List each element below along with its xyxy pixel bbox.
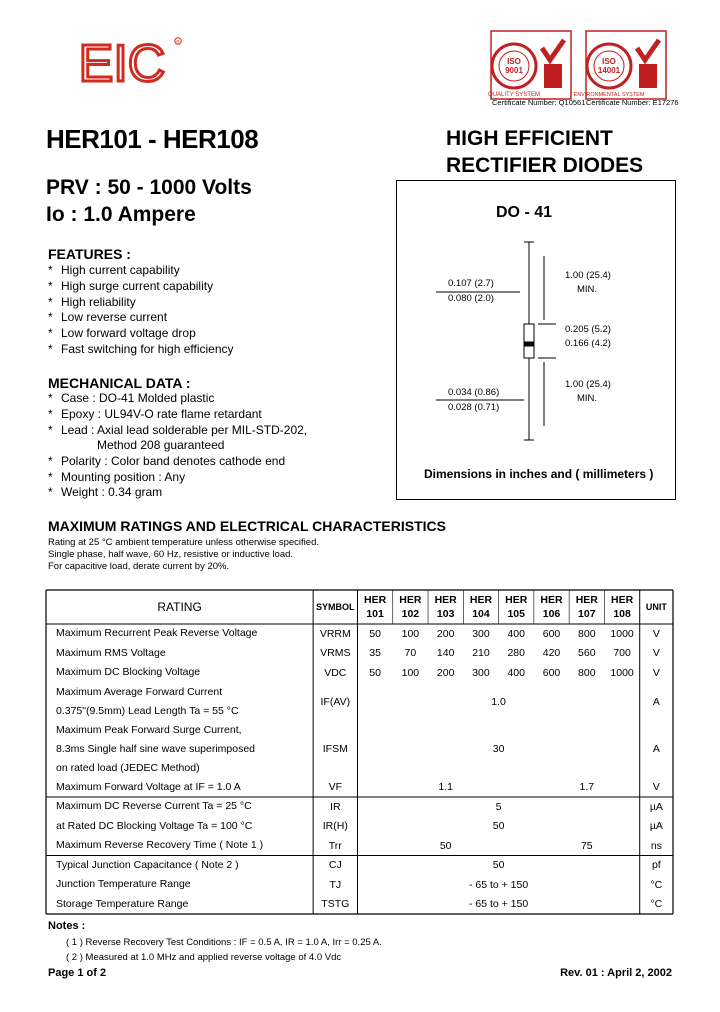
part-range-title: HER101 - HER108 — [46, 124, 259, 154]
rating-name: Maximum DC Blocking Voltage — [56, 666, 201, 679]
rating-unit: pf — [651, 859, 661, 872]
feature-item: * Fast switching for high efficiency — [48, 342, 234, 356]
rating-unit: °C — [650, 898, 663, 911]
prv-spec: PRV : 50 - 1000 Volts — [46, 176, 252, 199]
rating-name: Maximum Reverse Recovery Time ( Note 1 ) — [56, 839, 264, 852]
body-dia-min: 0.080 (2.0) — [448, 293, 494, 304]
cert-number-2: Certificate Number: E17276 — [586, 98, 679, 107]
table-row — [46, 624, 673, 644]
rating-symbol: VRMS — [320, 647, 351, 660]
table-row — [46, 875, 673, 895]
rating-symbol: IF(AV) — [320, 695, 351, 708]
rating-name: Maximum Recurrent Peak Reverse Voltage — [56, 627, 258, 640]
notes-heading: Notes : — [48, 920, 86, 932]
feature-item: * Low reverse current — [48, 310, 168, 324]
subtitle-line-1: HIGH EFFICIENT — [446, 127, 613, 150]
condition-line: Single phase, half wave, 60 Hz, resistive or inductive load. — [48, 549, 294, 560]
rating-value: 560 — [578, 647, 596, 660]
mechanical-item: * Case : DO-41 Molded plastic — [48, 391, 215, 405]
rating-value: 280 — [507, 647, 525, 660]
rating-value: 800 — [578, 666, 596, 679]
rating-value: 700 — [613, 647, 631, 660]
subtitle-line-2: RECTIFIER DIODES — [446, 154, 644, 177]
rating-value: 30 — [492, 743, 505, 755]
lead-length-bottom: 1.00 (25.4) — [565, 379, 611, 390]
lead-length-top-min: MIN. — [577, 284, 598, 295]
svg-text:R: R — [176, 39, 180, 44]
rating-name: Maximum DC Reverse Current Ta = 25 °C — [56, 800, 252, 813]
rating-value: 200 — [436, 666, 455, 679]
rating-unit: °C — [650, 878, 663, 891]
rating-value: 1000 — [610, 666, 634, 679]
cert-number-1: Certificate Number: Q10561 — [492, 98, 586, 107]
dimensions-caption: Dimensions in inches and ( millimeters ) — [424, 467, 654, 481]
rating-value: 50 — [492, 859, 505, 872]
mechanical-item: * Polarity : Color band denotes cathode end — [48, 454, 286, 468]
rating-name: Maximum Average Forward Current 0.375"(9.5mm) Lead Length Ta = 55 °C — [56, 685, 239, 717]
rating-symbol: TJ — [329, 878, 342, 891]
rating-value: 1.1 — [438, 781, 453, 794]
mechanical-item: * Lead : Axial lead solderable per MIL-STD-202, — [48, 423, 308, 437]
revision-date: Rev. 01 : April 2, 2002 — [560, 967, 672, 979]
table-row — [46, 836, 673, 856]
rating-value: 200 — [436, 627, 455, 640]
rating-value: 600 — [542, 666, 561, 679]
svg-text:EIC: EIC — [78, 35, 166, 93]
svg-text:14001: 14001 — [597, 66, 621, 75]
svg-text:ISO: ISO — [507, 57, 521, 66]
table-row — [46, 721, 673, 778]
header-part: HER 101 — [364, 594, 387, 620]
header-part: HER 106 — [540, 594, 563, 620]
rating-symbol: VF — [328, 781, 342, 794]
header-symbol: SYMBOL — [316, 602, 355, 612]
lead-length-top: 1.00 (25.4) — [565, 270, 611, 281]
body-len-min: 0.166 (4.2) — [565, 338, 611, 349]
rating-name: Typical Junction Capacitance ( Note 2 ) — [56, 858, 239, 871]
rating-symbol: Trr — [328, 839, 342, 852]
rating-value: - 65 to + 150 — [468, 878, 529, 891]
header-part: HER 108 — [610, 594, 634, 620]
rating-value: 35 — [369, 647, 381, 660]
rating-value: 400 — [507, 666, 525, 679]
rating-unit: µA — [649, 800, 663, 813]
table-row — [46, 856, 673, 876]
svg-text:QUALITY SYSTEM: QUALITY SYSTEM — [488, 92, 540, 98]
header-unit: UNIT — [645, 602, 667, 612]
package-name: DO - 41 — [496, 204, 553, 221]
rating-value: 1.0 — [491, 695, 506, 708]
note-item: ( 1 ) Reverse Recovery Test Conditions : IF = 0.5 A, IR = 1.0 A, Irr = 0.25 A. — [66, 937, 382, 948]
rating-value: 300 — [472, 627, 490, 640]
table-row — [46, 683, 673, 721]
mechanical-heading: MECHANICAL DATA : — [48, 375, 191, 391]
io-spec: Io : 1.0 Ampere — [46, 203, 196, 226]
feature-item: * High surge current capability — [48, 279, 214, 293]
svg-text:9001: 9001 — [505, 66, 523, 75]
rating-value: 1.7 — [579, 781, 595, 794]
rating-value: 600 — [542, 627, 561, 640]
table-row — [46, 895, 673, 915]
ratings-heading: MAXIMUM RATINGS AND ELECTRICAL CHARACTERISTICS — [48, 518, 446, 534]
rating-value: 210 — [472, 647, 490, 660]
rating-value: 800 — [578, 627, 596, 640]
rating-value: 50 — [369, 627, 381, 640]
feature-item: * High reliability — [48, 295, 136, 309]
rating-symbol: IR — [330, 800, 341, 813]
note-item: ( 2 ) Measured at 1.0 MHz and applied reverse voltage of 4.0 Vdc — [66, 952, 342, 963]
condition-line: Rating at 25 °C ambient temperature unless otherwise specified. — [48, 537, 319, 548]
rating-value: 140 — [436, 647, 455, 660]
header-part: HER 107 — [575, 594, 598, 620]
eic-logo — [62, 33, 182, 95]
rating-symbol: TSTG — [321, 898, 350, 911]
svg-text:ISO: ISO — [602, 57, 616, 66]
rating-unit: V — [652, 666, 660, 679]
body-dia-max: 0.107 (2.7) — [448, 278, 494, 289]
header-part: HER 103 — [434, 594, 457, 620]
rating-unit: ns — [650, 839, 662, 852]
rating-name: Junction Temperature Range — [56, 878, 191, 891]
body-len-max: 0.205 (5.2) — [565, 324, 611, 335]
rating-value: 75 — [580, 839, 593, 852]
rating-name: Maximum Peak Forward Surge Current, 8.3ms Single half sine wave superimposed on rated load (JEDEC Method) — [56, 723, 256, 774]
rating-unit: V — [652, 647, 660, 660]
rating-symbol: IFSM — [322, 743, 348, 755]
rating-value: 420 — [542, 647, 561, 660]
rating-symbol: VDC — [324, 666, 347, 679]
lead-length-bottom-min: MIN. — [577, 393, 598, 404]
table-row — [46, 778, 673, 798]
rating-unit: A — [652, 743, 660, 755]
header-part: HER 105 — [505, 594, 528, 620]
rating-name: at Rated DC Blocking Voltage Ta = 100 °C — [56, 819, 253, 832]
feature-item: * High current capability — [48, 263, 180, 277]
header-rating: RATING — [157, 600, 202, 614]
table-header-row — [46, 590, 673, 624]
rating-value: 100 — [401, 666, 420, 679]
rating-value: 400 — [507, 627, 525, 640]
table-row — [46, 797, 673, 817]
feature-item: * Low forward voltage drop — [48, 326, 196, 340]
rating-symbol: CJ — [328, 859, 342, 872]
rating-value: 1000 — [610, 627, 634, 640]
rating-name: Maximum RMS Voltage — [56, 646, 166, 659]
rating-unit: V — [652, 781, 660, 794]
rating-name: Maximum Forward Voltage at IF = 1.0 A — [56, 780, 241, 793]
mechanical-item: * Epoxy : UL94V-O rate flame retardant — [48, 407, 262, 421]
rating-unit: µA — [649, 820, 663, 833]
mechanical-item-continued: Method 208 guaranteed — [97, 438, 225, 452]
rating-value: 50 — [439, 839, 452, 852]
header-part: HER 104 — [469, 594, 493, 620]
rating-value: 70 — [404, 647, 417, 660]
mechanical-item: * Mounting position : Any — [48, 470, 186, 484]
rating-unit: A — [652, 695, 660, 708]
rating-value: 50 — [369, 666, 381, 679]
header-part: HER 102 — [399, 594, 422, 620]
do41-drawing — [396, 230, 676, 460]
rating-name: Storage Temperature Range — [56, 897, 189, 910]
rating-value: 50 — [492, 820, 505, 833]
rating-symbol: IR(H) — [322, 820, 348, 833]
rating-value: - 65 to + 150 — [468, 898, 529, 911]
rating-value: 100 — [401, 627, 420, 640]
ratings-table — [46, 590, 673, 914]
rating-unit: V — [652, 627, 660, 640]
table-row — [46, 663, 673, 683]
page-number: Page 1 of 2 — [48, 967, 107, 979]
rating-value: 300 — [472, 666, 490, 679]
rating-value: 5 — [495, 800, 502, 813]
condition-line: For capacitive load, derate current by 20%. — [48, 561, 230, 572]
features-heading: FEATURES : — [48, 246, 131, 262]
lead-dia-max: 0.034 (0.86) — [448, 387, 500, 398]
mechanical-item: * Weight : 0.34 gram — [48, 485, 163, 499]
rating-symbol: VRRM — [319, 627, 351, 640]
table-row — [46, 644, 673, 664]
table-row — [46, 817, 673, 837]
lead-dia-min: 0.028 (0.71) — [448, 402, 500, 413]
svg-text:ENVIRONMENTAL SYSTEM: ENVIRONMENTAL SYSTEM — [573, 92, 645, 98]
